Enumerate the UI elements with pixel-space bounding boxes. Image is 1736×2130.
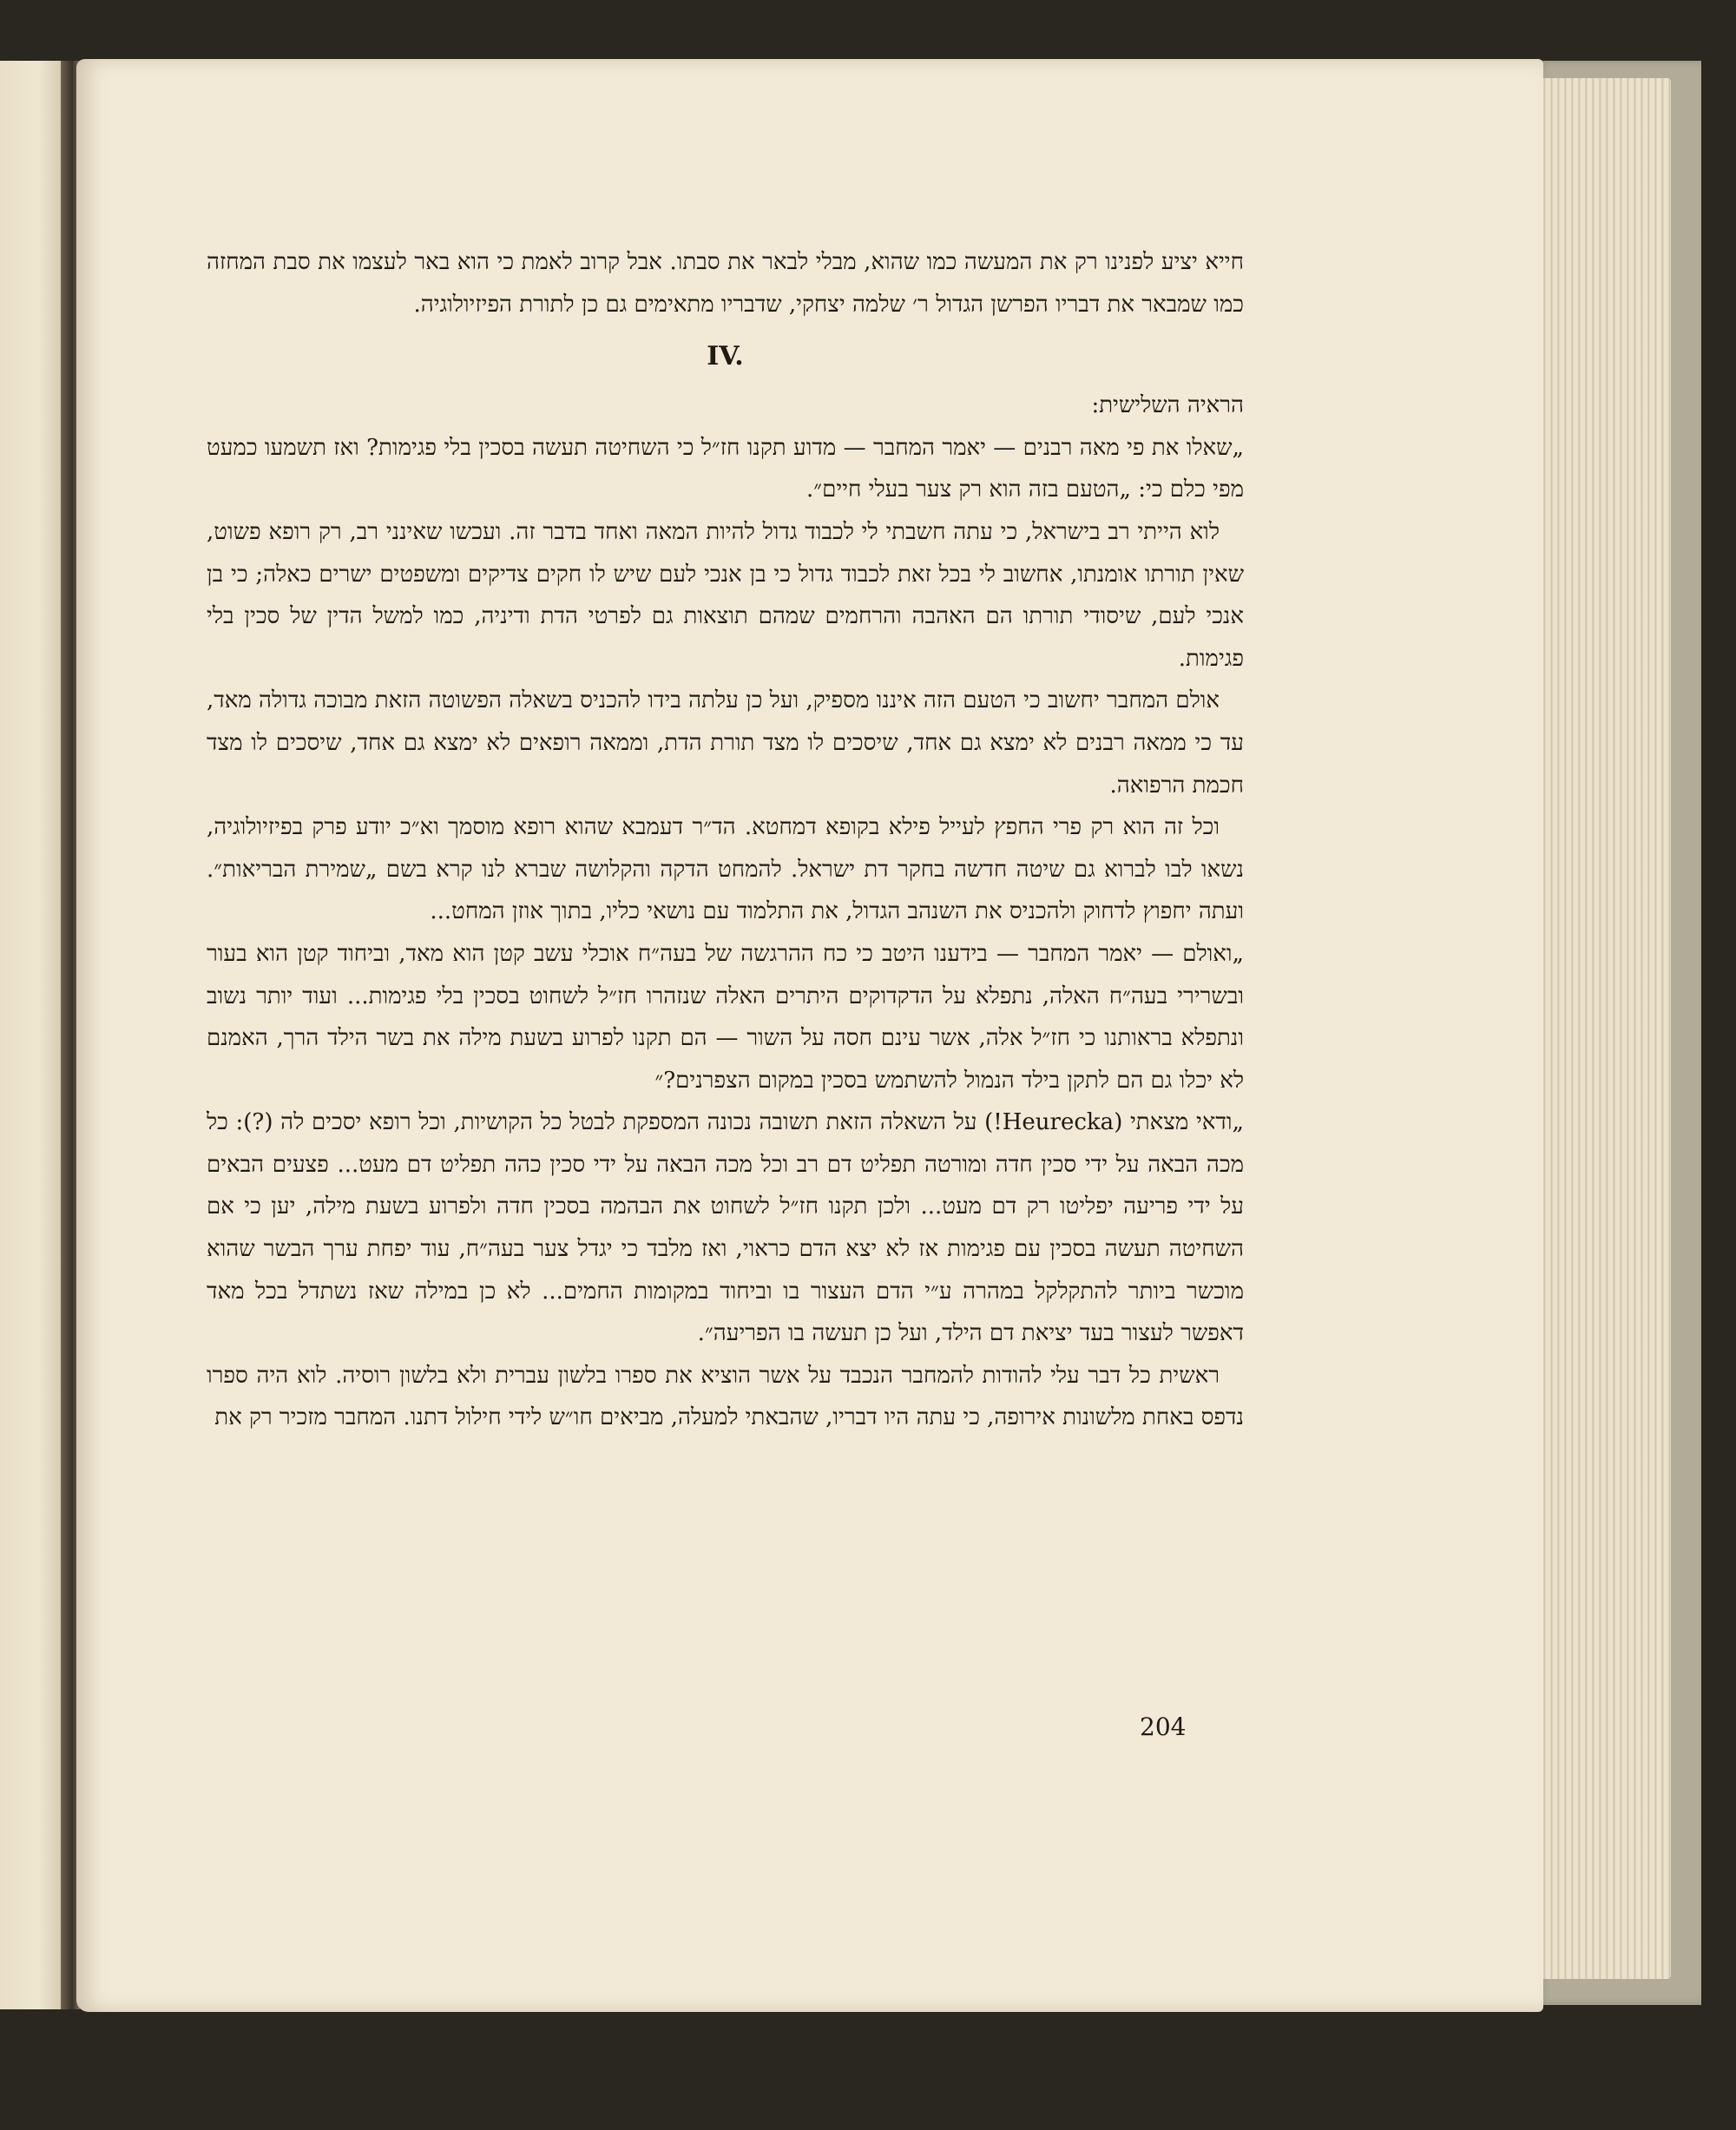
facing-page — [0, 61, 69, 2009]
paragraph-4: לוא הייתי רב בישראל, כי עתה חשבתי לי לכבוד גדול להיות המאה ואחד בדבר זה. ועכשו שאינני רב, רק רופא פשוט, שאין תורתו אומנתו, אחשוב לי בכל זאת לכבוד גדול כי בן אנכי לעם שיש לו חקים צדיקים ומשפטים ישרים כאלה; כי בן אנכי לעם, שיסודי תורתו הם האהבה והרחמים שמהם תוצאות גם לפרטי הדת ודיניה, כמו למשל הדין של סכין בלי פגימות. — [207, 518, 1244, 672]
book-page — [76, 59, 1543, 2012]
page-text-block — [207, 241, 1244, 1439]
section-heading: IV. — [707, 341, 744, 372]
paragraph-2: הראיה השלישית: — [1091, 392, 1244, 419]
paragraph-3: „שאלו את פי מאה רבנים — יאמר המחבר — מדוע תקנו חז״ל כי השחיטה תעשה בסכין בלי פגימות? ואז תשמעו כמעט מפי כלם כי: „הטעם בזה הוא רק צער בעלי חיים״. — [207, 434, 1244, 503]
paragraph-9: ראשית כל דבר עלי להודות להמחבר הנכבד על אשר הוציא את ספרו בלשון עברית ולא בלשון רוסיה. לוא היה ספרו נדפס באחת מלשונות אירופה, כי עתה היו דבריו, שהבאתי למעלה, מביאים חו״ש לידי חילול דתנו. המחבר מזכיר רק את — [207, 1362, 1244, 1431]
paragraph-1: חייא יציע לפנינו רק את המעשה כמו שהוא, מבלי לבאר את סבתו. אבל קרוב לאמת כי הוא באר לעצמו את סבת המחזה כמו שמבאר את דבריו הפרשן הגדול ר׳ שלמה יצחקי, שדבריו מתאימים גם כן לתורת הפיזיולוגיה. — [207, 249, 1244, 318]
paragraph-7: „ואולם — יאמר המחבר — בידענו היטב כי כח ההרגשה של בעה״ח אוכלי עשב קטן הוא מאד, וביחוד קטן הוא בעור ובשרירי בעה״ח האלה, נתפלא על הדקדוקים היתרים האלה שנזהרו חז״ל לשחוט בסכין בלי פגימות... ועוד יותר נשוב ונתפלא בראותנו כי חז״ל אלה, אשר עינם חסה על השור — הם תקנו לפרוע בשעת מילה את בשר הילד הרך, האמנם לא יכלו גם הם לתקן בילד הנמול להשתמש בסכין במקום הצפרנים?״ — [207, 940, 1244, 1094]
paragraph-5: אולם המחבר יחשוב כי הטעם הזה איננו מספיק, ועל כן עלתה בידו להכניס בשאלה הפשוטה הזאת מבוכה גדולה מאד, עד כי ממאה רבנים לא ימצא גם אחד, שיסכים לו מצד תורת הדת, וממאה רופאים לא ימצא גם אחד, שיסכים לו מצד חכמת הרפואה. — [207, 687, 1244, 799]
paragraph-6: וכל זה הוא רק פרי החפץ לעייל פילא בקופא דמחטא. הד״ר דעמבא שהוא רופא מוסמך וא״כ יודע פרק בפיזיולוגיה, נשאו לבו לברוא גם שיטה חדשה בחקר דת ישראל. להמחט הדקה והקלושה שברא לנו קרא בשם „שמירת הבריאות״. ועתה יחפוץ לדחוק ולהכניס את השנהב הגדול, את התלמוד עם נושאי כליו, בתוך אוזן המחט... — [207, 814, 1244, 925]
page-edges — [1532, 78, 1671, 1979]
paragraph-8: „ודאי מצאתי (Heurecka!) על השאלה הזאת תשובה נכונה המספקת לבטל כל הקושיות, וכל רופא יסכים לה (?): כל מכה הבאה על ידי סכין חדה ומורטה תפליט דם רב וכל מכה הבאה על ידי סכין כהה תפליט דם מעט... פצעים הבאים על ידי פריעה יפליטו רק דם מעט... ולכן תקנו חז״ל לשחוט את הבהמה בסכין חדה ולפרוע בשעת מילה, יען כי אם השחיטה תעשה בסכין עם פגימות אז לא יצא הדם כראוי, ואז מלבד כי יגדל צער בעה״ח, עוד יפחת ערך הבשר שהוא מוכשר ביותר להתקלקל במהרה ע״י הדם העצור בו וביחוד במקומות החמים... לא כן במילה שאז נשתדל בכל מאד דאפשר לעצור בעד יציאת דם הילד, ועל כן תעשה בו הפריעה״. — [207, 1109, 1245, 1347]
page-number: 204 — [1140, 1713, 1187, 1741]
